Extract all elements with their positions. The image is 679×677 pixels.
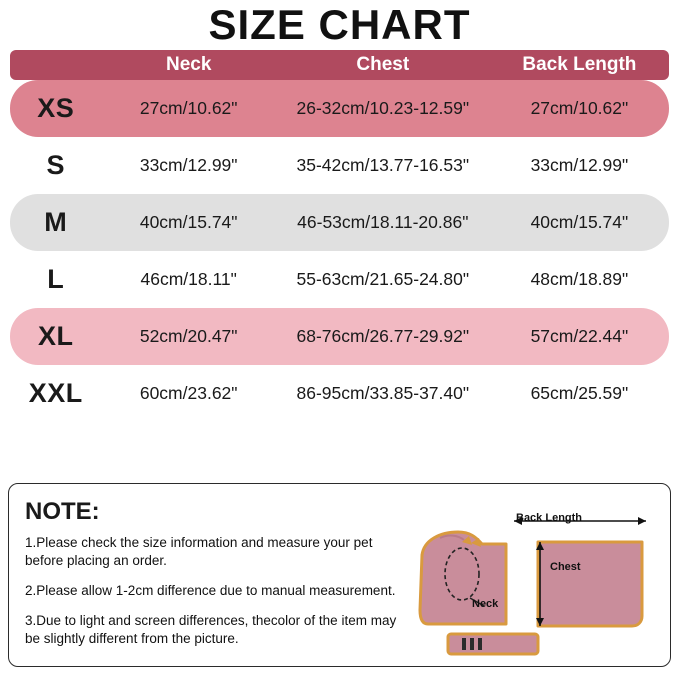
cell-neck: 33cm/12.99" — [139, 155, 238, 175]
table-row — [10, 308, 669, 365]
note-lines — [25, 534, 400, 660]
note-line: 2.Please allow 1-2cm difference due to manual measurement. — [25, 583, 396, 598]
cell-neck: 52cm/20.47" — [139, 326, 238, 346]
cell-size: M — [44, 207, 68, 237]
table-row — [10, 194, 669, 251]
note-line: 3.Due to light and screen differences, thecolor of the item may be slightly different from the picture. — [25, 613, 397, 646]
header-chest: Chest — [356, 54, 410, 75]
measurement-diagram — [410, 498, 660, 658]
page-title: SIZE CHART — [208, 1, 471, 48]
cell-size: XL — [38, 321, 74, 351]
table-row — [10, 80, 669, 137]
cell-neck: 27cm/10.62" — [139, 98, 238, 118]
table-row — [10, 251, 669, 308]
cell-neck: 46cm/18.11" — [140, 269, 237, 289]
diagram-label-back-length: Back Length — [516, 512, 583, 524]
cell-chest: 68-76cm/26.77-29.92" — [296, 326, 470, 346]
cell-chest: 46-53cm/18.11-20.86" — [297, 212, 469, 232]
cell-chest: 35-42cm/13.77-16.53" — [296, 155, 470, 175]
cell-size: XXL — [28, 378, 83, 408]
cell-back-length: 33cm/12.99" — [530, 155, 629, 175]
cell-back-length: 27cm/10.62" — [530, 98, 629, 118]
cell-neck: 60cm/23.62" — [139, 383, 238, 403]
note-title: NOTE: — [25, 498, 100, 525]
cell-back-length: 40cm/15.74" — [530, 212, 629, 232]
cell-back-length: 48cm/18.89" — [530, 269, 629, 289]
note-line: 1.Please check the size information and measure your pet before placing an order. — [25, 535, 373, 568]
cell-chest: 86-95cm/33.85-37.40" — [296, 383, 470, 403]
size-table — [10, 80, 669, 422]
header-back-length: Back Length — [522, 54, 637, 75]
cell-back-length: 57cm/22.44" — [530, 326, 629, 346]
table-header-row — [10, 50, 669, 80]
cell-size: L — [47, 264, 65, 294]
diagram-label-chest: Chest — [550, 561, 581, 573]
diagram-label-neck: Neck — [472, 598, 499, 610]
cell-size: S — [46, 150, 66, 180]
cell-chest: 26-32cm/10.23-12.59" — [296, 98, 470, 118]
table-row — [10, 365, 669, 422]
cell-chest: 55-63cm/21.65-24.80" — [296, 269, 470, 289]
note-box — [8, 483, 671, 667]
cell-neck: 40cm/15.74" — [139, 212, 238, 232]
table-row — [10, 137, 669, 194]
cell-back-length: 65cm/25.59" — [530, 383, 629, 403]
cell-size: XS — [37, 93, 75, 123]
header-neck: Neck — [165, 54, 212, 75]
